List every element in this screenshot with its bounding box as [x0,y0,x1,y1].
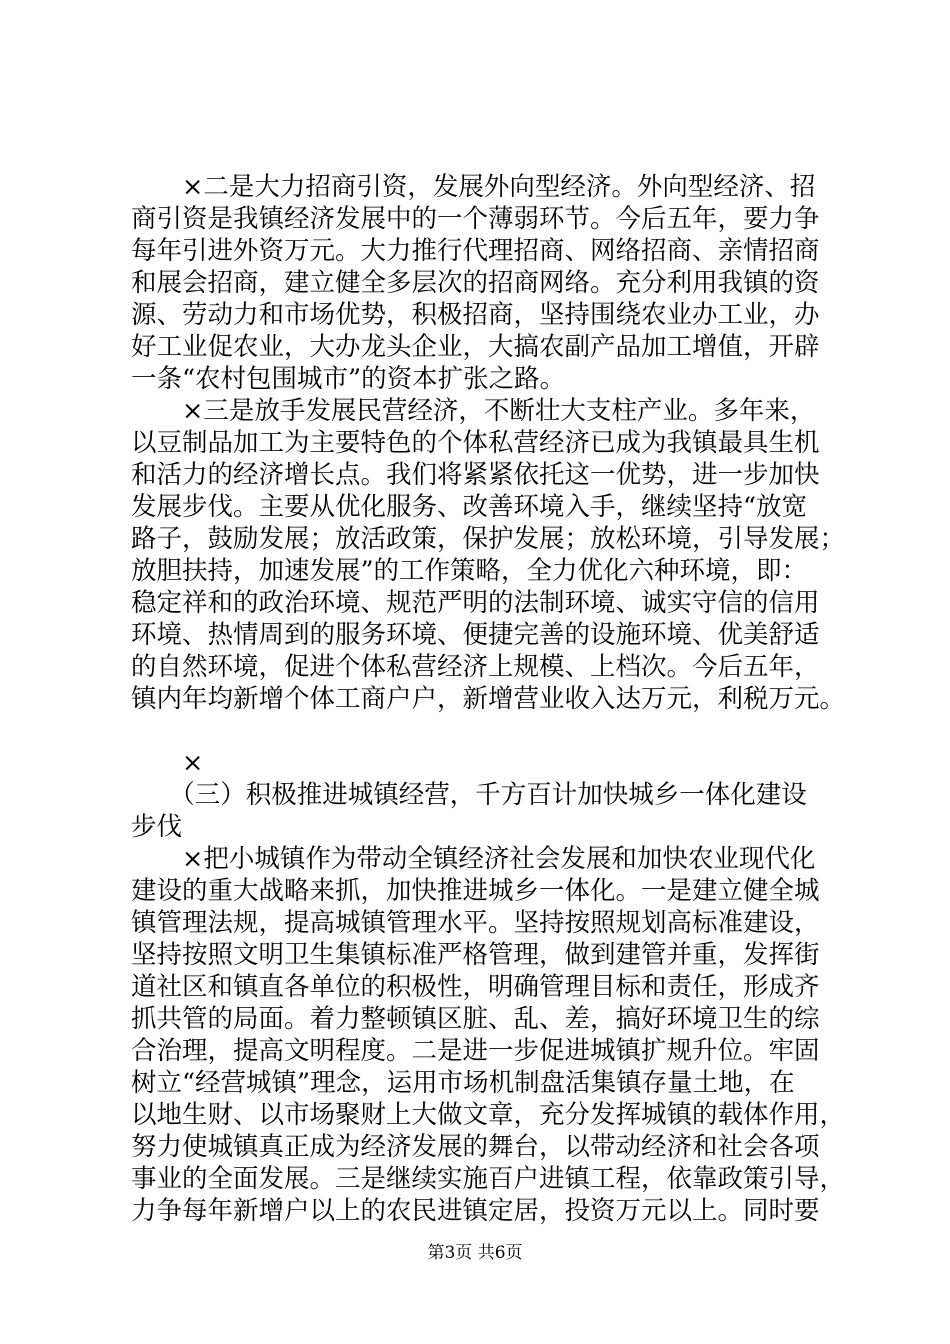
text-line: 的自然环境，促进个体私营经济上规模、上档次。今后五年， [131,652,820,682]
text-line: 每年引进外资万元。大力推行代理招商、网络招商、亲情招商 [131,236,820,266]
text-line: 以地生财、以市场聚财上大做文章，充分发挥城镇的载体作用， [131,1100,846,1130]
text-line: 和展会招商，建立健全多层次的招商网络。充分利用我镇的资 [131,268,820,298]
section-heading: （三）积极推进城镇经营，千方百计加快城乡一体化建设 [131,780,807,810]
text-line: 稳定祥和的政治环境、规范严明的法制环境、诚实守信的信用 [131,588,820,618]
text-line: 好工业促农业，大办龙头企业，大搞农副产品加工增值，开辟 [131,332,820,362]
text-line: 源、劳动力和市场优势，积极招商，坚持围绕农业办工业，办 [131,300,820,330]
text-line: × [131,748,204,778]
text-line: 建设的重大战略来抓，加快推进城乡一体化。一是建立健全城 [131,876,820,906]
text-line: 以豆制品加工为主要特色的个体私营经济已成为我镇最具生机 [131,428,820,458]
text-line: 事业的全面发展。三是继续实施百户进镇工程，依靠政策引导， [131,1164,846,1194]
text-line: 发展步伐。主要从优化服务、改善环境入手，继续坚持“放宽 [131,492,808,522]
text-line: ×二是大力招商引资，发展外向型经济。外向型经济、招 [131,172,816,202]
text-line: 抓共管的局面。着力整顿镇区脏、乱、差，搞好环境卫生的综 [131,1004,820,1034]
text-line: 树立“经营城镇”理念，运用市场机制盘活集镇存量土地，在 [131,1068,795,1098]
text-line: 和活力的经济增长点。我们将紧紧依托这一优势，进一步加快 [131,460,820,490]
text-line: 放胆扶持，加速发展”的工作策略，全力优化六种环境，即： [131,556,808,586]
text-line: 合治理，提高文明程度。二是进一步促进城镇扩规升位。牢固 [131,1036,820,1066]
text-line: 镇内年均新增个体工商户户，新增营业收入达万元，利税万元。 [131,684,846,714]
section-heading-continued: 步伐 [131,812,183,842]
text-line: 商引资是我镇经济发展中的一个薄弱环节。今后五年，要力争 [131,204,820,234]
text-line: 力争每年新增户以上的农民进镇定居，投资万元以上。同时要 [131,1196,820,1226]
text-line: 一条“农村包围城市”的资本扩张之路。 [131,364,566,394]
page-number-footer: 第3页 共6页 [427,1243,523,1263]
text-line: 努力使城镇真正成为经济发展的舞台，以带动经济和社会各项 [131,1132,820,1162]
text-line: 道社区和镇直各单位的积极性，明确管理目标和责任，形成齐 [131,972,820,1002]
text-line: 环境、热情周到的服务环境、便捷完善的设施环境、优美舒适 [131,620,820,650]
text-line: 镇管理法规，提高城镇管理水平。坚持按照规划高标准建设， [131,908,820,938]
text-line: 路子，鼓励发展；放活政策，保护发展；放松环境，引导发展； [131,524,846,554]
text-line: ×三是放手发展民营经济，不断壮大支柱产业。多年来， [131,396,816,426]
body-text [131,171,846,1227]
text-line: ×把小城镇作为带动全镇经济社会发展和加快农业现代化 [131,844,816,874]
blank-line [131,715,843,747]
text-line: 坚持按照文明卫生集镇标准严格管理，做到建管并重，发挥街 [131,940,820,970]
